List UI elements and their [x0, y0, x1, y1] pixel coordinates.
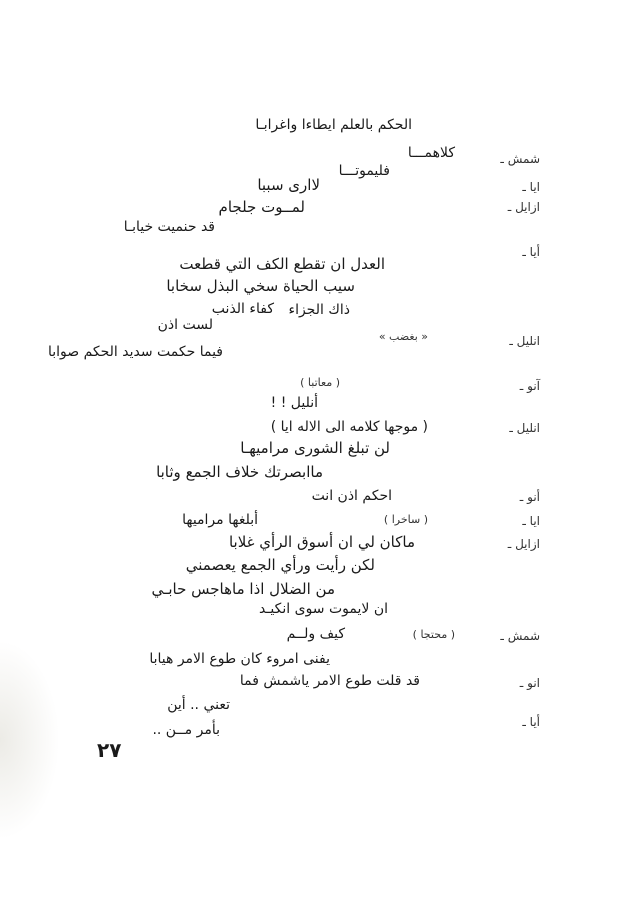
speaker-label: أيا ـ: [522, 715, 540, 729]
verse-line: لمــوت جلجام: [218, 198, 305, 216]
verse-line: كلاهمـــا: [407, 145, 455, 161]
speaker-label: شمش ـ: [500, 629, 540, 643]
speaker-label: شمش ـ: [500, 152, 540, 166]
stage-direction: ( محتجا ): [412, 628, 455, 641]
verse-line: لست اذن: [157, 317, 213, 333]
verse-line: لن تبلغ الشورى مراميهـا: [240, 439, 390, 457]
verse-line: لاارى سببا: [257, 176, 320, 194]
verse-line: ماابصرتك خلاف الجمع وثابا: [156, 463, 323, 481]
verse-line: الحكم بالعلم ايطاءا واغرابـا: [255, 117, 412, 133]
speaker-label: أنو ـ: [519, 490, 540, 504]
verse-line: فليموتـــا: [338, 163, 390, 179]
verse-line: قد حنميت خيابـا: [123, 219, 215, 235]
speaker-label: ايا ـ: [522, 180, 540, 194]
speaker-label: ايا ـ: [522, 514, 540, 528]
verse-line: بأمر مــن ..: [152, 722, 220, 738]
verse-line: تعني .. أين: [167, 697, 230, 713]
speaker-label: انليل ـ: [509, 334, 540, 348]
verse-line: من الضلال اذا ماهاجس حابـي: [151, 580, 335, 598]
verse-line: فيما حكمت سديد الحكم صوابا: [47, 344, 223, 360]
verse-line: ذاك الجزاء: [288, 302, 350, 318]
verse-line: يفنى امروء كان طوع الامر هيابا: [149, 651, 330, 667]
page-number: ٢٧: [97, 738, 122, 762]
stage-direction: ( معاتبا ): [300, 376, 340, 389]
verse-line: ان لايموت سوى انكيـد: [258, 601, 388, 617]
speaker-label: آنو ـ: [519, 379, 540, 393]
verse-line: العدل ان تقطع الكف التي قطعت: [179, 255, 385, 273]
speaker-label: انليل ـ: [509, 421, 540, 435]
verse-line: كفاء الذنب: [211, 301, 274, 317]
speaker-label: أيا ـ: [522, 245, 540, 259]
verse-line: لكن رأيت ورأي الجمع يعصمني: [185, 556, 375, 574]
verse-line: احكم اذن انت: [311, 488, 392, 504]
stage-direction: ( موجها كلامه الى الاله ايا ): [270, 419, 428, 435]
verse-line: أبلغها مراميها: [182, 512, 258, 528]
stage-direction: ( ساخرا ): [383, 513, 428, 526]
verse-line: سيب الحياة سخي البذل سخابا: [166, 277, 355, 295]
stage-direction: « بغضب »: [378, 330, 428, 343]
speaker-label: ازايل ـ: [507, 537, 540, 551]
verse-line: ماكان لي ان أسوق الرأي غلابا: [228, 533, 415, 551]
speaker-label: ازايل ـ: [507, 200, 540, 214]
verse-line: كيف ولــم: [286, 626, 345, 642]
speaker-label: انو ـ: [519, 676, 540, 690]
verse-line: قد قلت طوع الامر ياشمش فما: [239, 673, 420, 689]
verse-line: أنليل ! !: [270, 395, 318, 411]
